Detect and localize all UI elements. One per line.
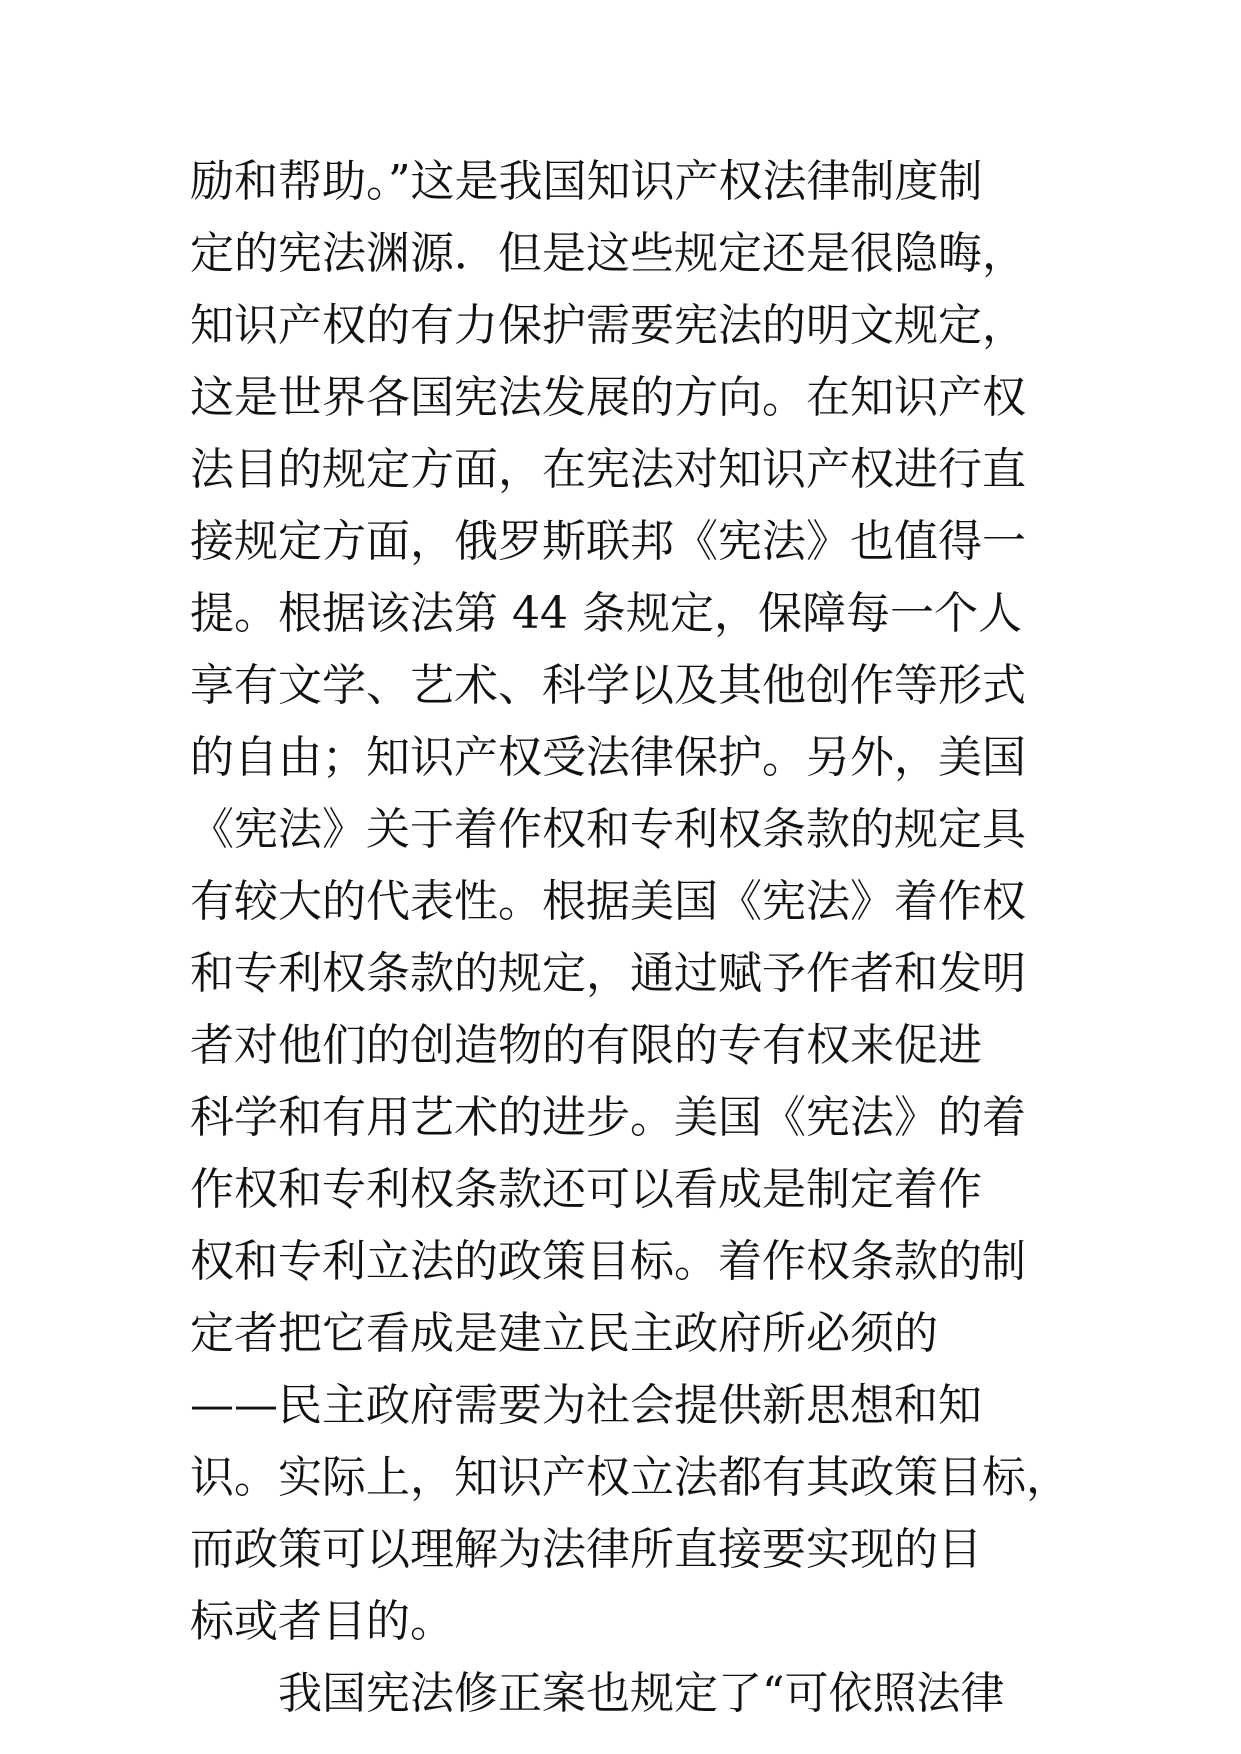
body-text xyxy=(190,146,1070,1730)
text-line-14: 科学和有用艺术的进步。美国《宪法》的着 xyxy=(190,1092,1026,1143)
text-line-17: 定者把它看成是建立民主政府所必须的 xyxy=(190,1308,938,1359)
text-line-21: 标或者目的。 xyxy=(190,1596,454,1647)
text-line-1: 励和帮助。”这是我国知识产权法律制度制 xyxy=(190,156,983,207)
text-line-6: 接规定方面，俄罗斯联邦《宪法》也值得一 xyxy=(190,516,1026,567)
text-line-2: 定的宪法渊源．但是这些规定还是很隐晦， xyxy=(190,228,1026,279)
text-line-18: ——民主政府需要为社会提供新思想和知 xyxy=(190,1380,982,1431)
text-line-13: 者对他们的创造物的有限的专有权来促进 xyxy=(190,1020,982,1071)
text-line-12: 和专利权条款的规定，通过赋予作者和发明 xyxy=(190,948,1026,999)
text-line-15: 作权和专利权条款还可以看成是制定着作 xyxy=(190,1164,982,1215)
text-line-19: 识。实际上，知识产权立法都有其政策目标， xyxy=(190,1452,1070,1503)
text-line-8: 享有文学、艺术、科学以及其他创作等形式 xyxy=(190,660,1026,711)
text-line-3: 知识产权的有力保护需要宪法的明文规定， xyxy=(190,300,1026,351)
text-line-10: 《宪法》关于着作权和专利权条款的规定具 xyxy=(190,804,1026,855)
paragraph-start-line: 我国宪法修正案也规定了“可依照法律 xyxy=(278,1668,1005,1719)
text-line-7: 提。根据该法第 44 条规定，保障每一个人 xyxy=(190,588,1022,639)
text-line-20: 而政策可以理解为法律所直接要实现的目 xyxy=(190,1524,982,1575)
text-line-9: 的自由；知识产权受法律保护。另外，美国 xyxy=(190,732,1026,783)
text-line-4: 这是世界各国宪法发展的方向。在知识产权 xyxy=(190,372,1026,423)
text-line-16: 权和专利立法的政策目标。着作权条款的制 xyxy=(190,1236,1026,1287)
text-line-5: 法目的规定方面，在宪法对知识产权进行直 xyxy=(190,444,1026,495)
text-line-11: 有较大的代表性。根据美国《宪法》着作权 xyxy=(190,876,1026,927)
